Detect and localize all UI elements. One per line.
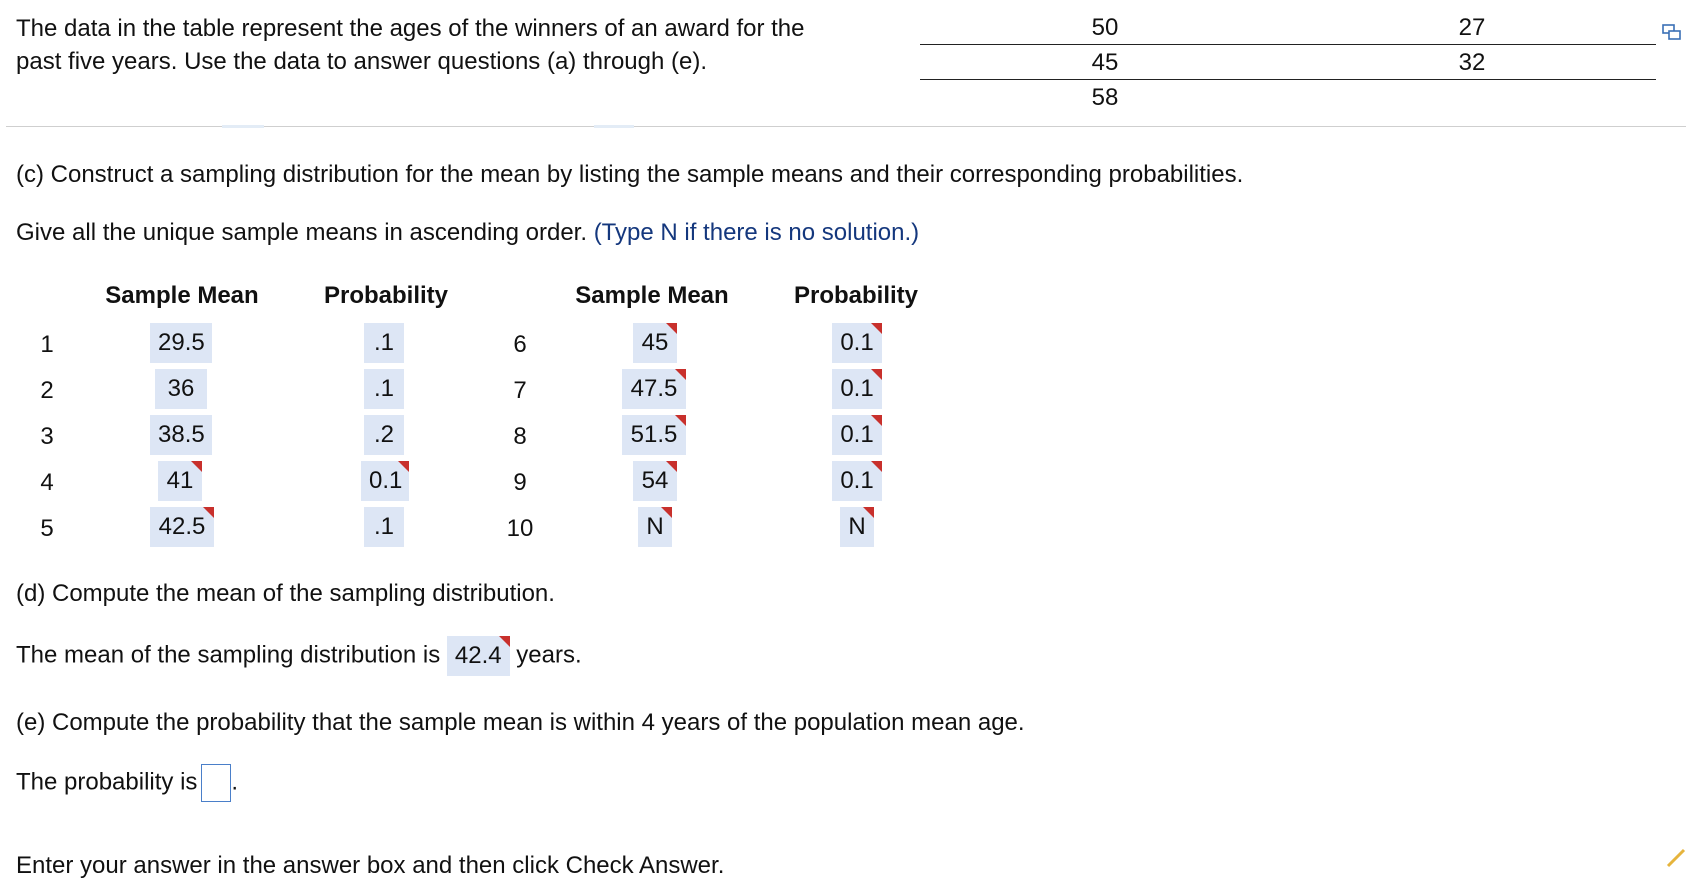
- part-d-answer-prefix: The mean of the sampling distribution is: [16, 641, 441, 669]
- pencil-icon: [1664, 846, 1686, 868]
- sample-mean-answer[interactable]: 54: [633, 461, 677, 501]
- instruction-hint: (Type N if there is no solution.): [593, 219, 920, 246]
- part-e-answer-prefix: The probability is: [16, 768, 198, 796]
- part-d-answer-line: [16, 636, 582, 676]
- sample-mean-answer[interactable]: 38.5: [150, 415, 212, 455]
- probability-answer[interactable]: 0.1: [832, 461, 882, 501]
- ages-data-table: [920, 10, 1656, 114]
- part-d-answer-suffix: years.: [516, 641, 582, 669]
- ages-table-row: [920, 10, 1656, 45]
- sample-mean-answer[interactable]: 42.5: [150, 507, 214, 547]
- instruction-text: Give all the unique sample means in ascending order.: [16, 219, 588, 246]
- part-c-instruction: [16, 219, 919, 247]
- row-number: 4: [40, 469, 54, 496]
- ages-table-row: [920, 80, 1656, 114]
- part-e-prompt: (e) Compute the probability that the sample mean is within 4 years of the population mean age.: [16, 709, 1025, 736]
- sample-mean-answer[interactable]: 45: [633, 323, 677, 363]
- header-sample-mean: Sample Mean: [105, 282, 259, 309]
- sample-mean-answer[interactable]: N: [638, 507, 672, 547]
- probability-answer-input[interactable]: [201, 764, 231, 802]
- probability-answer[interactable]: N: [840, 507, 874, 547]
- age-cell: 58: [1091, 84, 1119, 111]
- copy-data-icon[interactable]: [1662, 22, 1682, 42]
- row-number: 2: [40, 377, 54, 404]
- intro-line-2: past five years. Use the data to answer questions (a) through (e).: [16, 48, 708, 75]
- probability-answer[interactable]: .1: [364, 369, 404, 409]
- header-probability-2: Probability: [793, 282, 919, 309]
- row-number: 9: [513, 469, 527, 496]
- age-cell: 45: [1091, 49, 1119, 76]
- age-cell: 50: [1091, 14, 1119, 41]
- sample-mean-answer[interactable]: 41: [158, 461, 202, 501]
- sample-mean-answer[interactable]: 29.5: [150, 323, 212, 363]
- age-cell: 27: [1458, 14, 1486, 41]
- probability-answer[interactable]: .1: [364, 507, 404, 547]
- question-intro: [16, 12, 896, 78]
- probability-answer[interactable]: .1: [364, 323, 404, 363]
- sample-mean-answer[interactable]: 47.5: [622, 369, 686, 409]
- row-number: 7: [513, 377, 527, 404]
- part-d-prompt: (d) Compute the mean of the sampling distribution.: [16, 580, 555, 607]
- probability-answer[interactable]: 0.1: [832, 415, 882, 455]
- row-number: 5: [40, 515, 54, 542]
- mean-answer-input[interactable]: 42.4: [447, 636, 510, 676]
- part-e-answer-suffix: .: [231, 768, 239, 796]
- probability-answer[interactable]: .2: [364, 415, 404, 455]
- row-number: 6: [513, 331, 527, 358]
- part-c-prompt: (c) Construct a sampling distribution for the mean by listing the sample means and their corresponding probabilities.: [16, 161, 1244, 188]
- part-e-answer-line: [16, 764, 238, 802]
- header-sample-mean-2: Sample Mean: [575, 282, 729, 309]
- sample-mean-answer[interactable]: 51.5: [622, 415, 686, 455]
- intro-line-1: The data in the table represent the ages of the winners of an award for the: [16, 15, 805, 42]
- probability-answer[interactable]: 0.1: [832, 369, 882, 409]
- probability-answer[interactable]: 0.1: [832, 323, 882, 363]
- divider-marker: [222, 125, 264, 128]
- footer-instruction: Enter your answer in the answer box and then click Check Answer.: [16, 852, 725, 879]
- row-number: 3: [40, 423, 54, 450]
- probability-answer[interactable]: 0.1: [361, 461, 409, 501]
- divider-marker: [594, 125, 634, 128]
- sample-mean-answer[interactable]: 36: [155, 369, 207, 409]
- row-number: 1: [40, 331, 54, 358]
- age-cell: 32: [1458, 49, 1486, 76]
- header-probability: Probability: [323, 282, 449, 309]
- row-number: 8: [513, 423, 527, 450]
- ages-table-row: [920, 45, 1656, 80]
- row-number: 10: [506, 515, 534, 542]
